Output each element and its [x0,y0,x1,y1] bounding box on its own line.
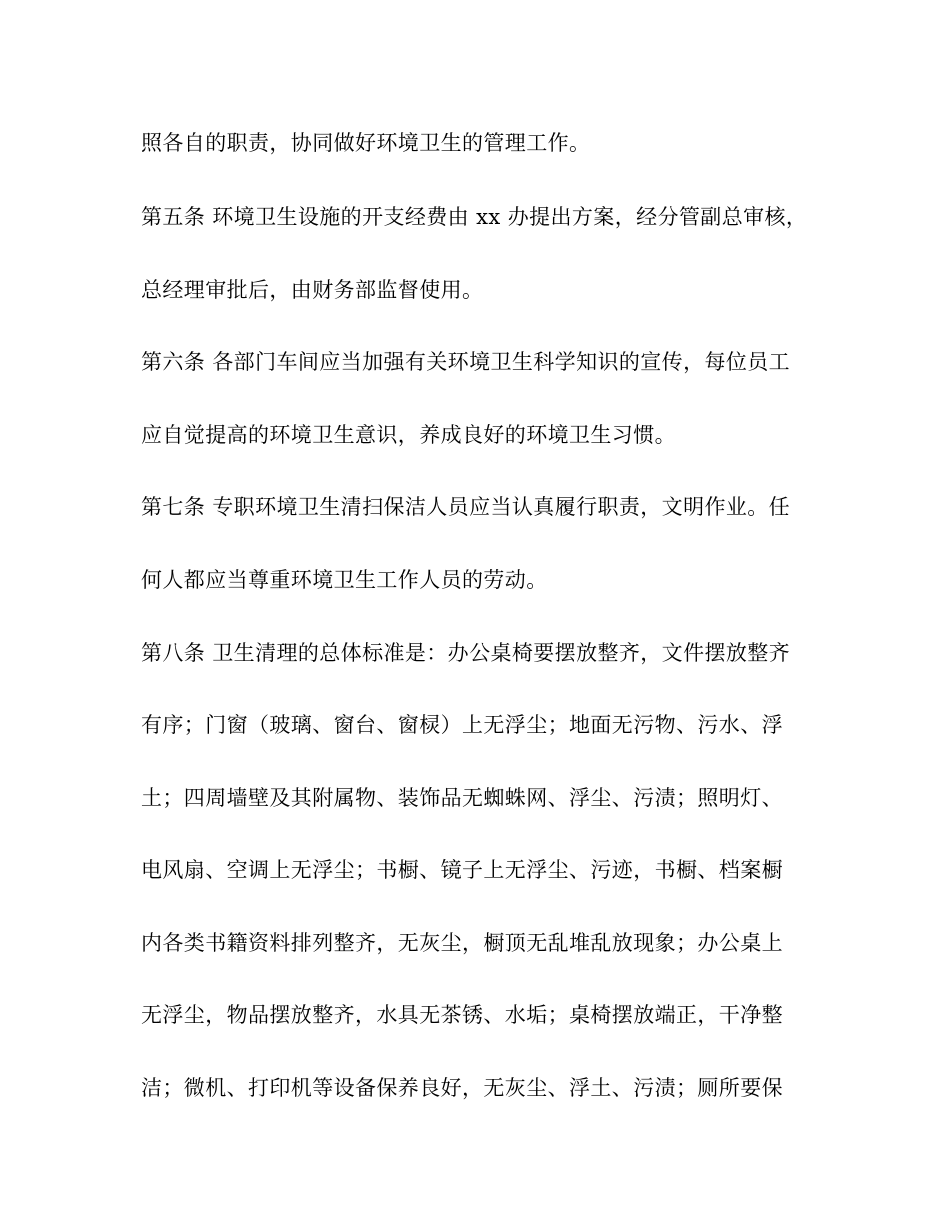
text-line: 第五条 环境卫生设施的开支经费由 xx 办提出方案，经分管副总审核， [141,205,808,229]
text-line: 应自觉提高的环境卫生意识，养成良好的环境卫生习惯。 [141,423,676,447]
text-line: 第六条 各部门车间应当加强有关环境卫生科学知识的宣传，每位员工 [141,350,791,374]
text-line: 第七条 专职环境卫生清扫保洁人员应当认真履行职责，文明作业。任 [141,495,791,519]
text-line: 电风扇、空调上无浮尘；书橱、镜子上无浮尘、污迹，书橱、档案橱 [141,858,783,882]
text-line: 第八条 卫生清理的总体标准是：办公桌椅要摆放整齐，文件摆放整齐 [141,641,791,665]
text-line: 照各自的职责，协同做好环境卫生的管理工作。 [141,131,591,155]
text-line: 内各类书籍资料排列整齐，无灰尘，橱顶无乱堆乱放现象；办公桌上 [141,931,783,955]
text-line: 无浮尘，物品摆放整齐，水具无茶锈、水垢；桌椅摆放端正，干净整 [141,1003,783,1027]
text-line: 土；四周墙壁及其附属物、装饰品无蜘蛛网、浮尘、污渍；照明灯、 [141,786,783,810]
text-line: 洁；微机、打印机等设备保养良好，无灰尘、浮土、污渍；厕所要保 [141,1076,783,1100]
text-line: 总经理审批后，由财务部监督使用。 [141,278,484,302]
text-line: 有序；门窗（玻璃、窗台、窗棂）上无浮尘；地面无污物、污水、浮 [141,713,783,737]
text-line: 何人都应当尊重环境卫生工作人员的劳动。 [141,568,548,592]
